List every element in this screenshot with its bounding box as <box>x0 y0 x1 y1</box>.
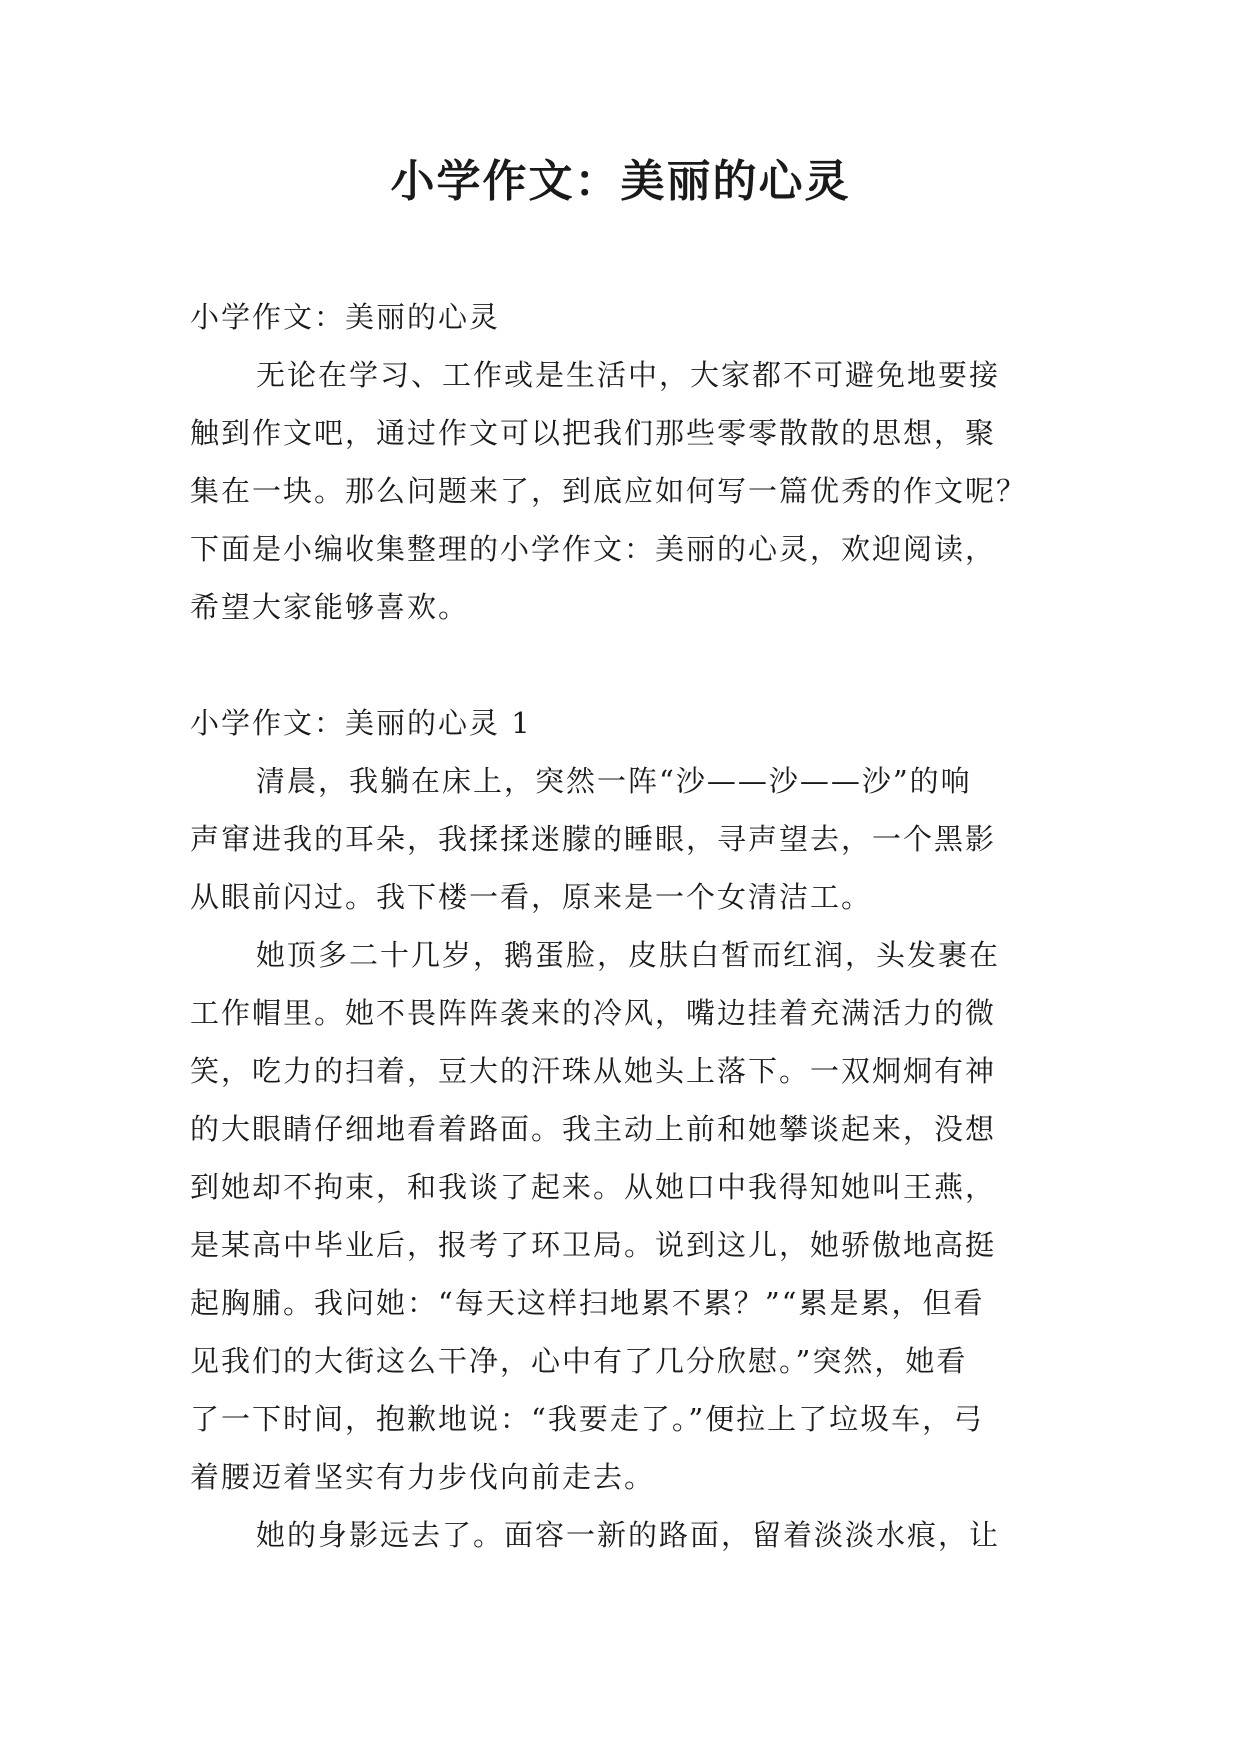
text-line: 了一下时间，抱歉地说：“我要走了。”便拉上了垃圾车，弓 <box>190 1402 985 1436</box>
section-heading: 小学作文：美丽的心灵 1 <box>190 706 532 740</box>
intro-heading: 小学作文：美丽的心灵 <box>190 300 501 334</box>
paragraph-3 <box>190 1506 1070 1564</box>
spacer <box>190 636 1070 694</box>
text-line: 下面是小编收集整理的小学作文：美丽的心灵，欢迎阅读， <box>190 532 997 566</box>
paragraph-2 <box>190 926 1070 1506</box>
text-line: 起胸脯。我问她：“每天这样扫地累不累？”“累是累，但看 <box>190 1286 985 1320</box>
text-line: 着腰迈着坚实有力步伐向前走去。 <box>190 1460 656 1494</box>
text-line: 清晨，我躺在床上，突然一阵“沙——沙——沙”的响 <box>256 764 972 798</box>
text-line: 她顶多二十几岁，鹅蛋脸，皮肤白皙而红润，头发裹在 <box>256 938 1001 972</box>
document-title: 小学作文：美丽的心灵 <box>390 156 851 207</box>
text-line: 无论在学习、工作或是生活中，大家都不可避免地要接 <box>256 358 1001 392</box>
text-line: 希望大家能够喜欢。 <box>190 590 470 624</box>
text-line: 触到作文吧，通过作文可以把我们那些零零散散的思想，聚 <box>190 416 997 450</box>
text-line: 从眼前闪过。我下楼一看，原来是一个女清洁工。 <box>190 880 873 914</box>
text-line: 的大眼睛仔细地看着路面。我主动上前和她攀谈起来，没想 <box>190 1112 997 1146</box>
text-line: 声窜进我的耳朵，我揉揉迷朦的睡眼，寻声望去，一个黑影 <box>190 822 997 856</box>
text-line: 工作帽里。她不畏阵阵袭来的冷风，嘴边挂着充满活力的微 <box>190 996 997 1030</box>
paragraph-1 <box>190 752 1070 926</box>
text-line: 笑，吃力的扫着，豆大的汗珠从她头上落下。一双炯炯有神 <box>190 1054 997 1088</box>
text-line: 她的身影远去了。面容一新的路面，留着淡淡水痕，让 <box>256 1518 1001 1552</box>
document-body <box>190 288 1070 1564</box>
text-line: 到她却不拘束，和我谈了起来。从她口中我得知她叫王燕， <box>190 1170 997 1204</box>
text-line: 集在一块。那么问题来了，到底应如何写一篇优秀的作文呢？ <box>190 474 1028 508</box>
intro-paragraph <box>190 346 1070 636</box>
text-line: 见我们的大街这么干净，心中有了几分欣慰。”突然，她看 <box>190 1344 968 1378</box>
text-line: 是某高中毕业后，报考了环卫局。说到这儿，她骄傲地高挺 <box>190 1228 997 1262</box>
